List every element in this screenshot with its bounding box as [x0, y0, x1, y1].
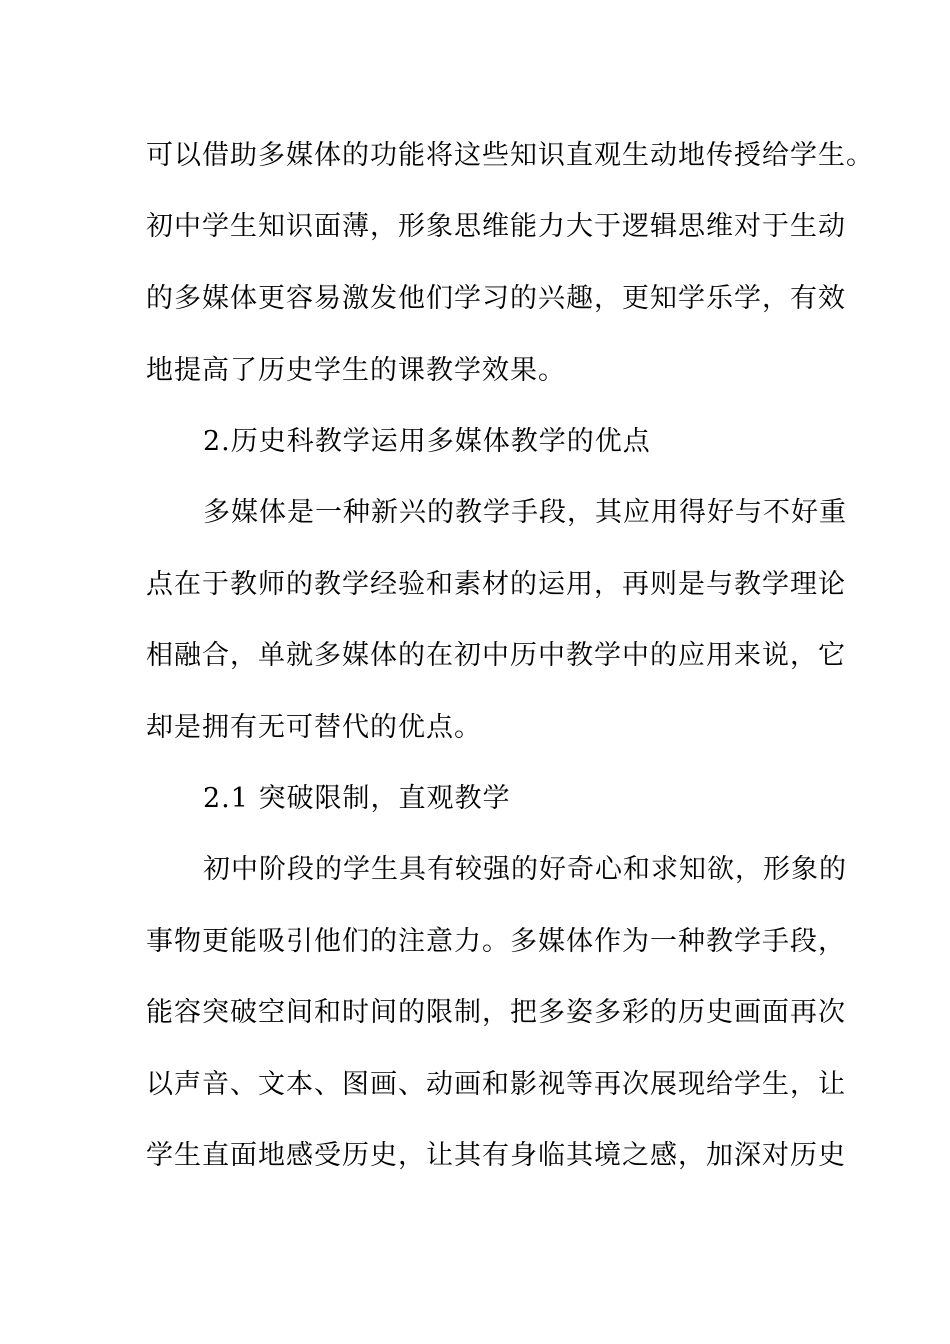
text-line-1: 可以借助多媒体的功能将这些知识直观生动地传授给学生。: [146, 140, 874, 171]
text-line-3: 的多媒体更容易激发他们学习的兴趣，更知学乐学，有效: [146, 283, 846, 314]
text-line-2: 初中学生知识面薄，形象思维能力大于逻辑思维对于生动: [146, 211, 846, 242]
text-line-7: 点在于教师的教学经验和素材的运用，再则是与教学理论: [146, 569, 846, 600]
text-line-15: 学生直面地感受历史，让其有身临其境之感，加深对历史: [146, 1140, 846, 1171]
section-heading-2: 2.历史科教学运用多媒体教学的优点: [203, 426, 651, 457]
text-line-12: 事物更能吸引他们的注意力。多媒体作为一种教学手段，: [146, 926, 846, 957]
text-line-6: 多媒体是一种新兴的教学手段，其应用得好与不好重: [203, 497, 847, 528]
text-line-11: 初中阶段的学生具有较强的好奇心和求知欲，形象的: [203, 854, 847, 885]
text-line-9: 却是拥有无可替代的优点。: [146, 712, 482, 743]
text-line-13: 能容突破空间和时间的限制，把多姿多彩的历史画面再次: [146, 997, 846, 1028]
section-heading-2-1: 2.1 突破限制，直观教学: [203, 783, 511, 814]
text-line-4: 地提高了历史学生的课教学效果。: [146, 355, 566, 386]
text-line-14: 以声音、文本、图画、动画和影视等再次展现给学生，让: [146, 1069, 846, 1100]
text-line-8: 相融合，单就多媒体的在初中历中教学中的应用来说，它: [146, 640, 846, 671]
